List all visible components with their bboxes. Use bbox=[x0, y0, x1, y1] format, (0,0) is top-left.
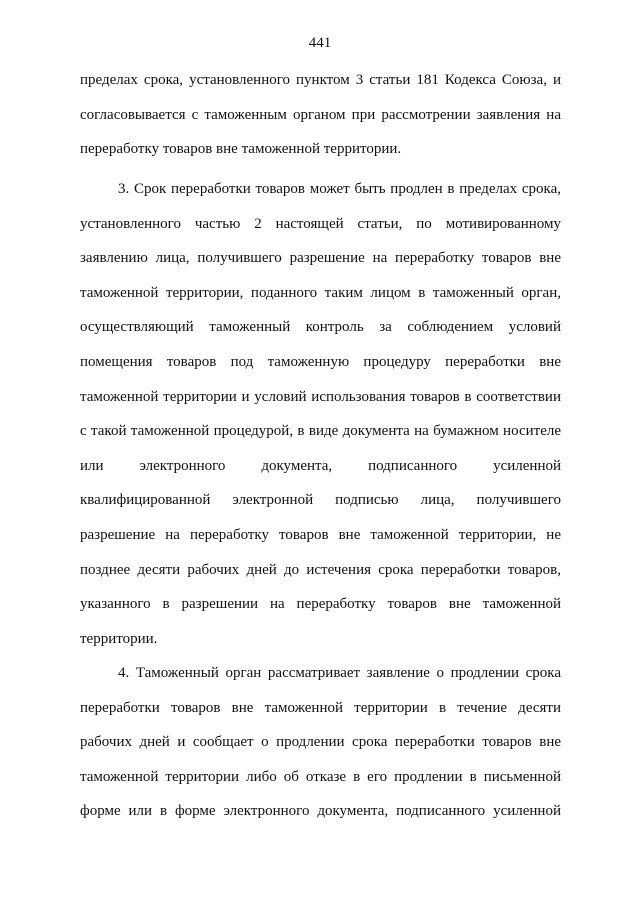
text-line: осуществляющий таможенный контроль за соблюдением условий bbox=[80, 319, 561, 336]
text-line: указанного в разрешении на переработку товаров вне таможенной bbox=[80, 596, 561, 613]
page-number: 441 bbox=[308, 35, 332, 51]
text-line: с такой таможенной процедурой, в виде документа на бумажном носителе bbox=[80, 423, 561, 440]
text-line: таможенной территории, поданного таким лицом в таможенный орган, bbox=[80, 284, 561, 301]
text-line: согласовывается с таможенным органом при рассмотрении заявления на bbox=[80, 106, 561, 123]
text-line: территории. bbox=[80, 630, 158, 647]
text-line: переработку товаров вне таможенной территории. bbox=[80, 141, 402, 158]
text-line: позднее десяти рабочих дней до истечения срока переработки товаров, bbox=[80, 561, 561, 578]
text-line: разрешение на переработку товаров вне таможенной территории, не bbox=[80, 526, 561, 543]
paragraph-clause-4 bbox=[80, 664, 561, 837]
text-line: рабочих дней и сообщает о продлении срока переработки товаров вне bbox=[80, 734, 561, 751]
text-line: переработки товаров вне таможенной территории в течение десяти bbox=[80, 699, 561, 716]
text-line: пределах срока, установленного пунктом 3 статьи 181 Кодекса Союза, и bbox=[80, 72, 561, 88]
text-line: форме или в форме электронного документа, подписанного усиленной bbox=[80, 803, 561, 820]
text-line: 4. Таможенный орган рассматривает заявление о продлении срока bbox=[118, 665, 561, 681]
text-line: заявлению лица, получившего разрешение на переработку товаров вне bbox=[80, 250, 561, 267]
paragraph-continuation bbox=[80, 71, 561, 175]
text-line: таможенной территории либо об отказе в его продлении в письменной bbox=[80, 768, 561, 785]
text-line: установленного частью 2 настоящей статьи, по мотивированному bbox=[80, 215, 561, 232]
text-line: или электронного документа, подписанного усиленной bbox=[80, 457, 561, 474]
paragraph-clause-3 bbox=[80, 180, 561, 664]
text-line: 3. Срок переработки товаров может быть продлен в пределах срока, bbox=[118, 181, 561, 197]
text-line: квалифицированной электронной подписью лица, получившего bbox=[80, 492, 561, 509]
text-line: таможенной территории и условий использования товаров в соответствии bbox=[80, 388, 561, 405]
text-line: помещения товаров под таможенную процедуру переработки вне bbox=[80, 353, 561, 370]
